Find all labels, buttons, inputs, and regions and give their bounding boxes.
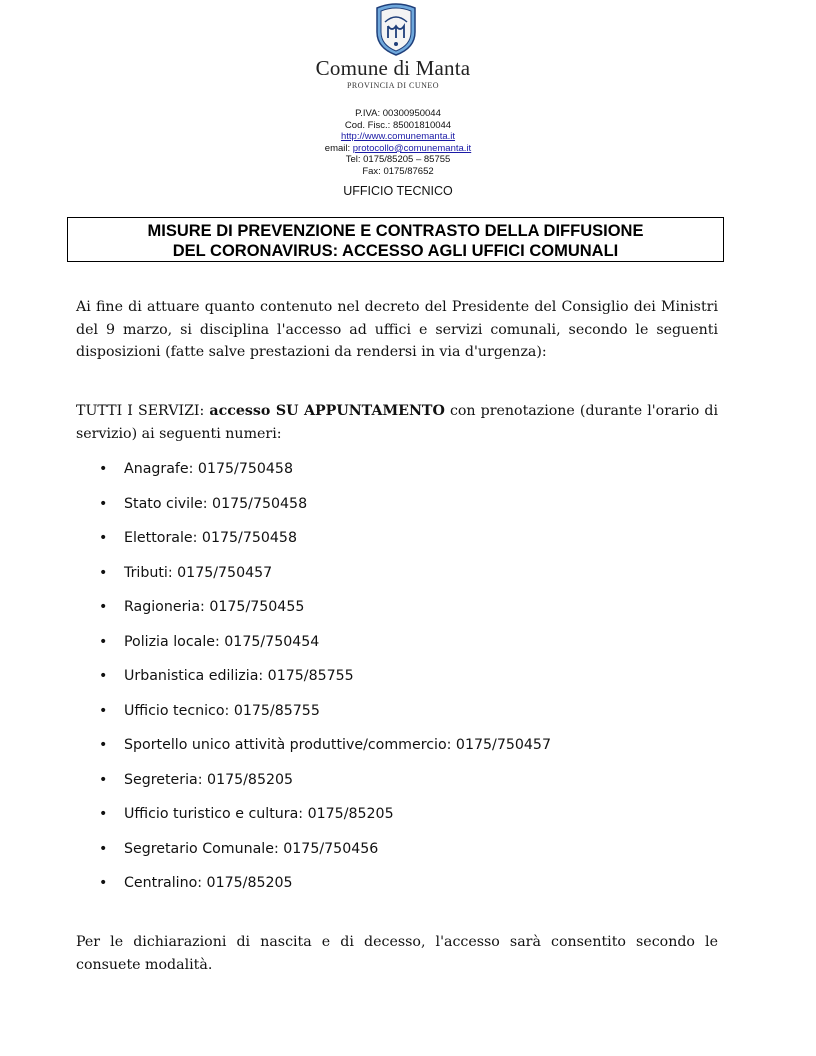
email-line xyxy=(0,143,796,155)
document-title xyxy=(67,217,724,262)
service-item-polizia-locale: • Polizia locale: 0175/750454 xyxy=(99,631,551,666)
services-prefix: TUTTI I SERVIZI: xyxy=(76,403,210,419)
email-link[interactable]: protocollo@comunemanta.it xyxy=(352,142,472,154)
province-name: PROVINCIA DI CUNEO xyxy=(346,81,440,90)
service-item-anagrafe: • Anagrafe: 0175/750458 xyxy=(99,458,551,493)
services-appointment-emphasis: accesso SU APPUNTAMENTO xyxy=(209,403,445,419)
email-label: email: xyxy=(324,142,353,154)
title-line-1: MISURE DI PREVENZIONE E CONTRASTO DELLA DIFFUSIONE xyxy=(147,222,644,240)
service-item-sportello-unico: • Sportello unico attività produttive/commercio: 0175/750457 xyxy=(99,734,551,769)
website-link[interactable]: http://www.comunemanta.it xyxy=(340,131,456,143)
footer-paragraph: Per le dichiarazioni di nascita e di decesso, l'accesso sarà consentito secondo le consuete modalità. xyxy=(76,934,718,973)
service-item-ufficio-turistico: • Ufficio turistico e cultura: 0175/85205 xyxy=(99,803,551,838)
comune-crest-logo xyxy=(373,2,419,56)
intro-paragraph: Ai fine di attuare quanto contenuto nel decreto del Presidente del Consiglio dei Ministri del 9 marzo, si disciplina l'accesso ad uffici e servizi comunali, secondo le seguenti disposizioni (fatte salve prestazioni da rendersi in via d'urgenza): xyxy=(76,299,718,360)
town-name: Comune di Manta xyxy=(315,56,471,80)
service-item-tributi: • Tributi: 0175/750457 xyxy=(99,562,551,597)
services-suffix: con prenotazione (durante l'orario di servizio) ai seguenti numeri: xyxy=(76,403,718,442)
services-intro-paragraph xyxy=(76,400,718,445)
service-item-segretario-comunale: • Segretario Comunale: 0175/750456 xyxy=(99,838,551,873)
title-line-2: DEL CORONAVIRUS: ACCESSO AGLI UFFICI COMUNALI xyxy=(172,242,619,260)
cod-fisc-line: Cod. Fisc.: 85001810044 xyxy=(344,119,452,131)
piva-line: P.IVA: 00300950044 xyxy=(355,108,441,119)
service-item-ragioneria: • Ragioneria: 0175/750455 xyxy=(99,596,551,631)
service-item-centralino: • Centralino: 0175/85205 xyxy=(99,872,551,907)
service-item-segreteria: • Segreteria: 0175/85205 xyxy=(99,769,551,804)
fax-line: Fax: 0175/87652 xyxy=(362,165,434,177)
office-name: UFFICIO TECNICO xyxy=(343,184,453,198)
service-item-ufficio-tecnico: • Ufficio tecnico: 0175/85755 xyxy=(99,700,551,735)
tel-line: Tel: 0175/85205 – 85755 xyxy=(345,154,451,166)
service-item-stato-civile: • Stato civile: 0175/750458 xyxy=(99,493,551,528)
service-item-elettorale: • Elettorale: 0175/750458 xyxy=(99,527,551,562)
services-list xyxy=(99,458,551,907)
contact-block xyxy=(0,108,796,178)
service-item-urbanistica-edilizia: • Urbanistica edilizia: 0175/85755 xyxy=(99,665,551,700)
